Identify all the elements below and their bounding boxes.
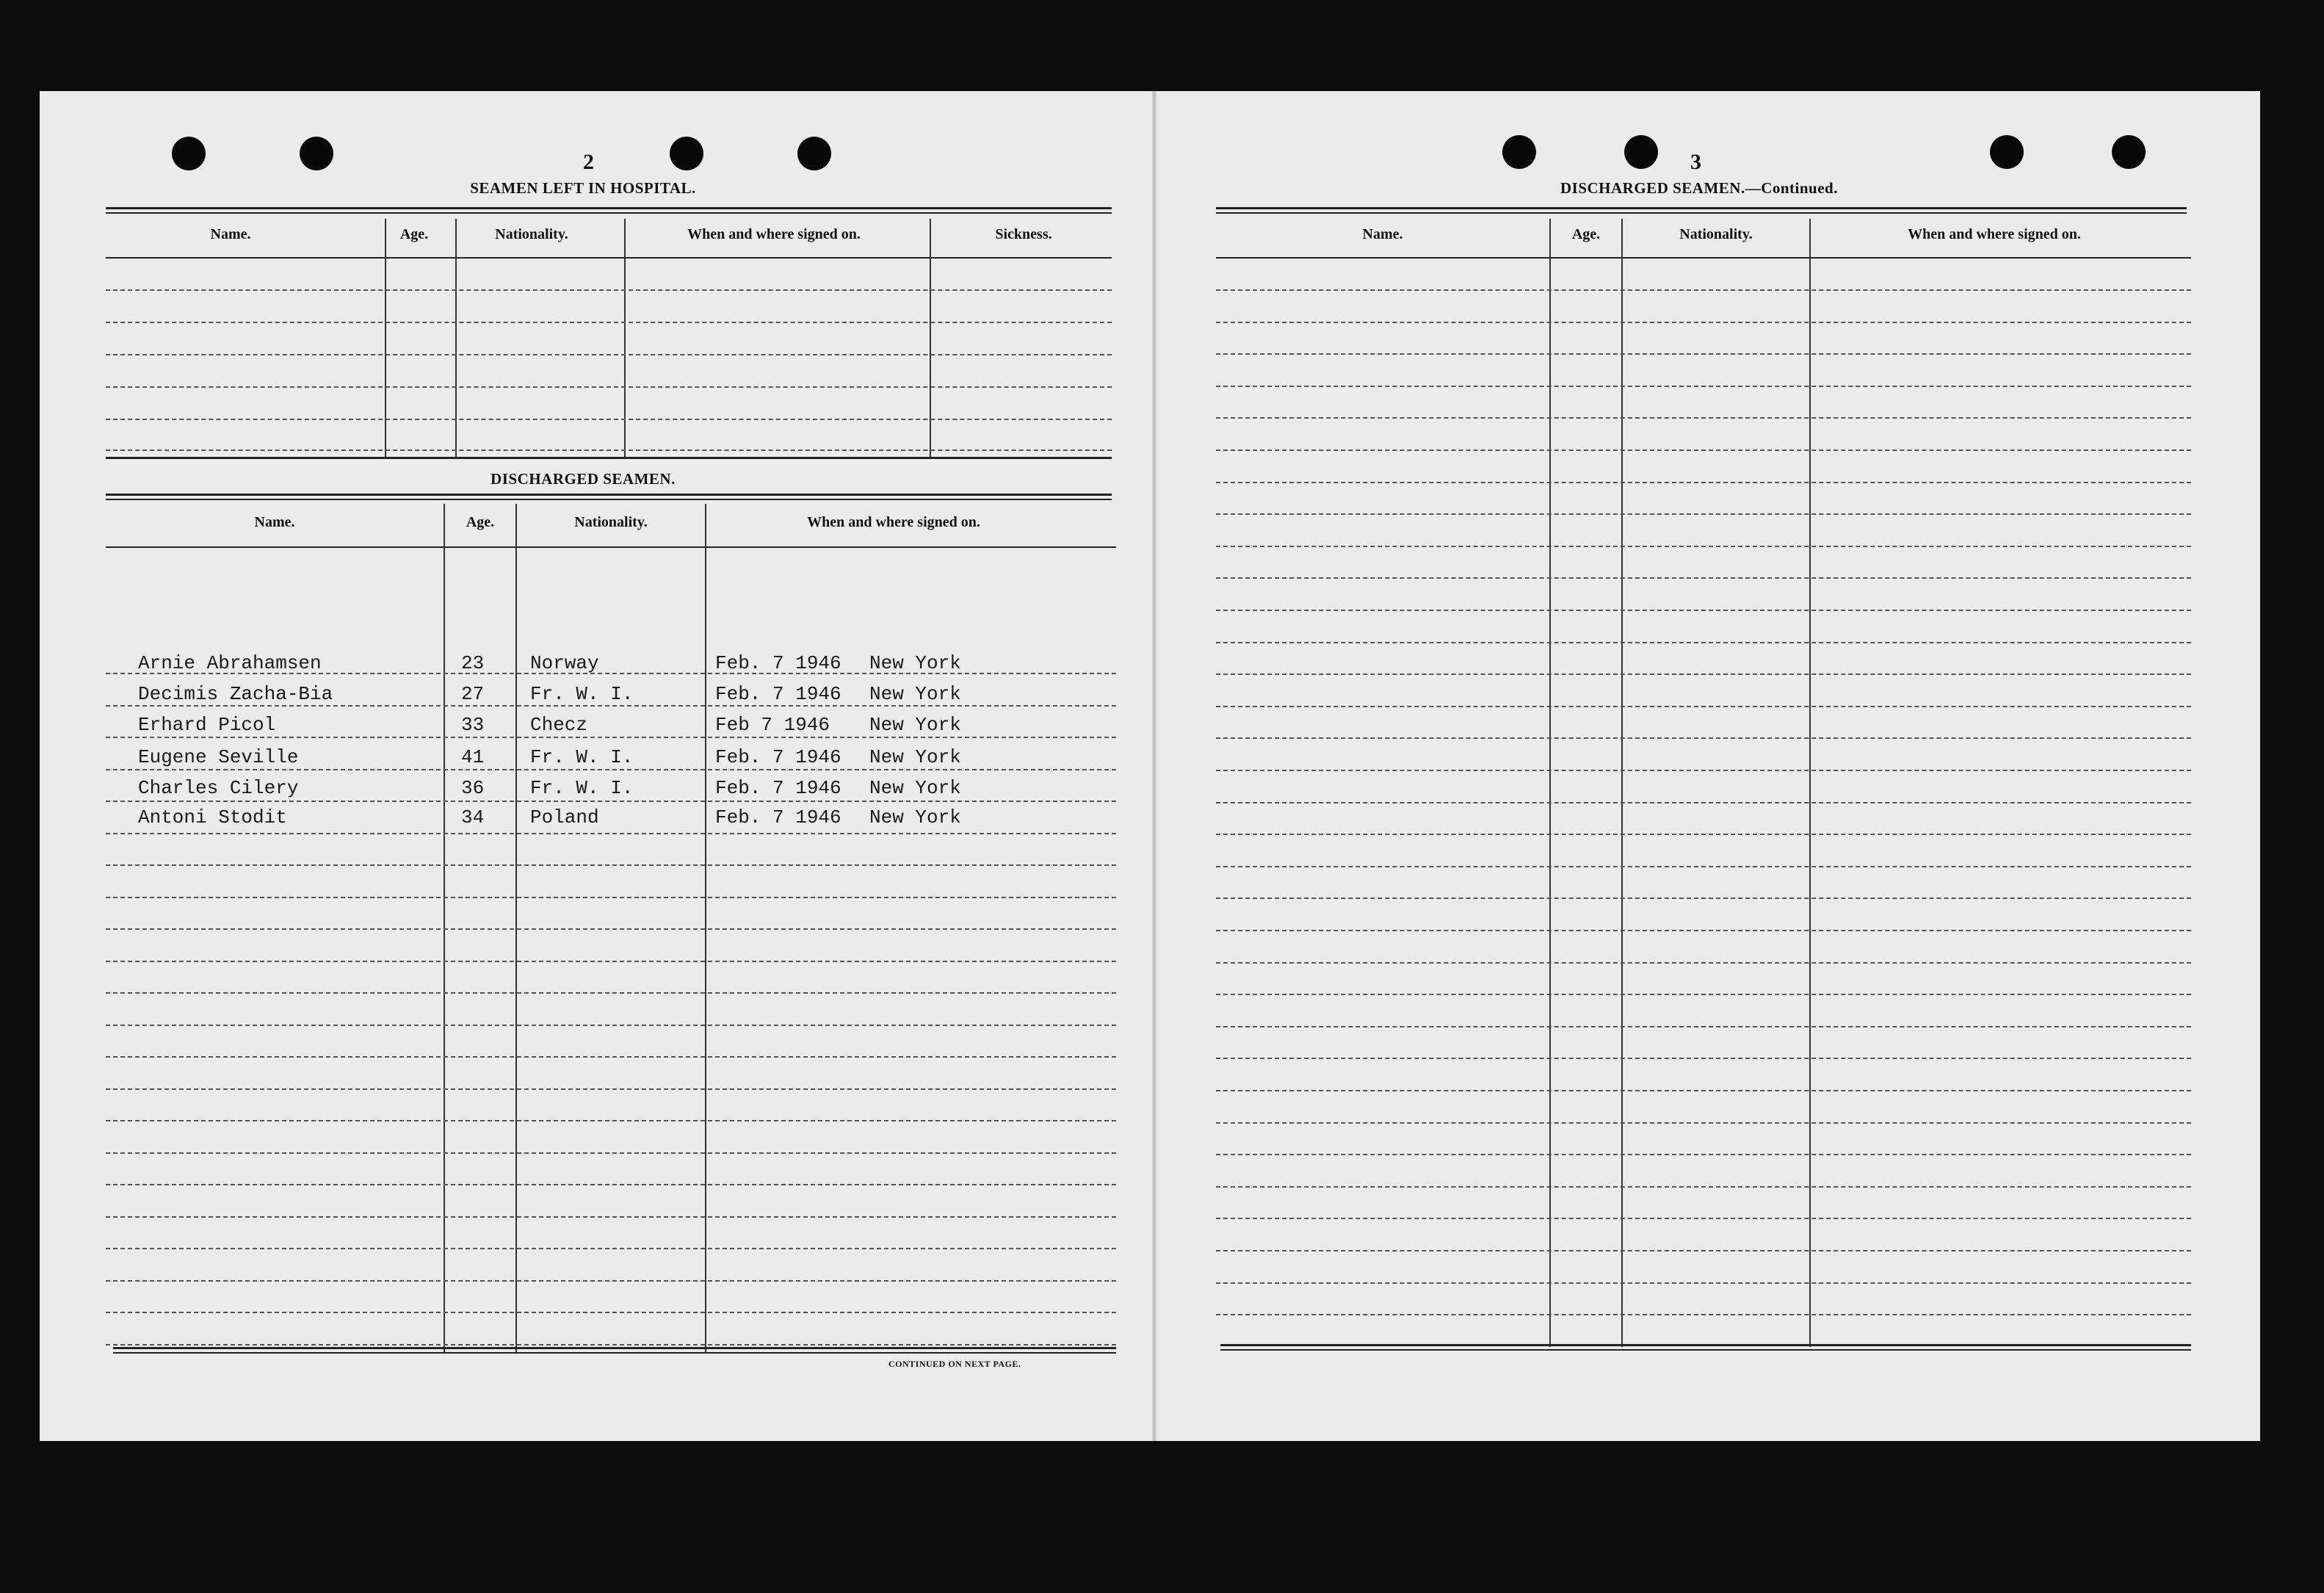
table-row (106, 1280, 1116, 1282)
entry-date: Feb. 7 1946 (715, 683, 841, 705)
table-row (106, 1248, 1116, 1249)
table-row (1216, 706, 2191, 707)
right-top-rule (1216, 207, 2187, 214)
table-row (1216, 1186, 2191, 1188)
table-row (106, 992, 1116, 994)
table-row (1216, 642, 2191, 643)
punch-hole (797, 137, 831, 170)
discharged-section-title: DISCHARGED SEAMEN. (490, 470, 676, 488)
entry-name: Eugene Seville (138, 746, 299, 768)
punch-hole (1624, 135, 1658, 169)
table-row (1216, 322, 2191, 323)
hospital-col-age: Age. (399, 226, 429, 242)
table-row (106, 449, 1112, 451)
table-row (1216, 577, 2191, 579)
column-divider (1809, 219, 1811, 1347)
table-row (1216, 546, 2191, 547)
discharged-col-signed: When and where signed on. (807, 514, 980, 530)
hospital-header-rule (106, 257, 1112, 259)
table-row (1216, 1250, 2191, 1251)
table-row (106, 419, 1112, 420)
table-row (1216, 897, 2191, 899)
hospital-col-signed: When and where signed on. (687, 226, 861, 242)
document-sheet (40, 91, 2260, 1441)
continued-section-title: DISCHARGED SEAMEN.—Continued. (1560, 179, 1838, 197)
table-row (1216, 962, 2191, 964)
entry-place: New York (869, 746, 961, 768)
table-row (106, 354, 1112, 355)
table-row (1216, 289, 2191, 291)
column-divider (930, 219, 931, 458)
table-row (1216, 1090, 2191, 1091)
table-row (106, 322, 1112, 323)
table-row (106, 961, 1116, 962)
hospital-top-rule (106, 207, 1112, 214)
table-row (1216, 994, 2191, 995)
table-row (1216, 1026, 2191, 1027)
table-row (1216, 1218, 2191, 1219)
table-row (1216, 1154, 2191, 1155)
table-row (106, 737, 1116, 738)
discharged-col-nationality: Nationality. (574, 514, 648, 530)
table-row (1216, 610, 2191, 611)
entry-name: Antoni Stodit (138, 806, 287, 828)
continued-col-name: Name. (1362, 226, 1403, 242)
table-row (1216, 1058, 2191, 1059)
hospital-col-sickness: Sickness. (995, 226, 1052, 242)
table-row (106, 833, 1116, 834)
column-divider (455, 219, 457, 458)
table-row (106, 1344, 1116, 1345)
discharged-col-age: Age. (466, 514, 495, 530)
punch-hole (670, 137, 703, 170)
column-divider (1621, 219, 1623, 1347)
table-row (1216, 417, 2191, 419)
table-row (106, 1025, 1116, 1026)
table-row (1216, 866, 2191, 867)
entry-date: Feb 7 1946 (715, 714, 830, 736)
entry-name: Arnie Abrahamsen (138, 652, 322, 674)
column-divider (624, 219, 626, 458)
table-row (1216, 930, 2191, 931)
table-row (106, 897, 1116, 898)
continued-table (1216, 219, 2191, 1347)
table-row (106, 769, 1116, 770)
table-row (1216, 1122, 2191, 1124)
table-row (106, 1056, 1116, 1058)
hospital-col-name: Name. (210, 226, 251, 242)
entry-date: Feb. 7 1946 (715, 777, 841, 799)
table-row (1216, 482, 2191, 483)
continued-header-rule (1216, 257, 2191, 259)
page-number-right: 3 (1690, 150, 1701, 174)
table-row (1216, 449, 2191, 451)
table-row (1216, 386, 2191, 387)
punch-hole (1990, 135, 2024, 169)
table-row (106, 289, 1112, 291)
punch-hole (2112, 135, 2146, 169)
hospital-table (106, 219, 1112, 458)
entry-age: 27 (461, 683, 485, 705)
column-divider (1549, 219, 1551, 1347)
continued-note: CONTINUED ON NEXT PAGE. (888, 1359, 1021, 1369)
table-row (1216, 802, 2191, 803)
discharged-col-name: Name. (254, 514, 295, 530)
column-divider (385, 219, 386, 458)
entry-place: New York (869, 806, 961, 828)
punch-hole (300, 137, 333, 170)
table-row (1216, 1282, 2191, 1284)
page-fold (1152, 91, 1156, 1441)
entry-age: 36 (461, 777, 485, 799)
continued-col-age: Age. (1571, 226, 1601, 242)
entry-nationality: Fr. W. I. (530, 777, 634, 799)
discharged-top-rule (106, 457, 1112, 459)
entry-place: New York (869, 777, 961, 799)
hospital-col-nationality: Nationality. (495, 226, 568, 242)
hospital-section-title: SEAMEN LEFT IN HOSPITAL. (470, 179, 696, 197)
page-number-left: 2 (583, 150, 594, 174)
continued-col-signed: When and where signed on. (1908, 226, 2081, 242)
table-row (106, 1088, 1116, 1090)
table-row (1216, 1314, 2191, 1315)
entry-nationality: Poland (530, 806, 599, 828)
discharged-bottom-rule (113, 1347, 1116, 1354)
table-row (1216, 353, 2191, 355)
entry-name: Charles Cilery (138, 777, 299, 799)
entry-place: New York (869, 652, 961, 674)
entry-nationality: Norway (530, 652, 599, 674)
entry-place: New York (869, 714, 961, 736)
table-row (1216, 673, 2191, 675)
table-row (106, 864, 1116, 866)
table-row (1216, 513, 2191, 515)
entry-date: Feb. 7 1946 (715, 746, 841, 768)
entry-place: New York (869, 683, 961, 705)
entry-age: 34 (461, 806, 485, 828)
entry-nationality: Fr. W. I. (530, 683, 634, 705)
entry-age: 41 (461, 746, 485, 768)
entry-date: Feb. 7 1946 (715, 652, 841, 674)
table-row (106, 1152, 1116, 1154)
table-row (1216, 737, 2191, 739)
entry-name: Decimis Zacha-Bia (138, 683, 333, 705)
entry-nationality: Fr. W. I. (530, 746, 634, 768)
discharged-table (106, 504, 1116, 1353)
entry-age: 33 (461, 714, 485, 736)
entry-age: 23 (461, 652, 485, 674)
table-row (1216, 770, 2191, 771)
table-row (106, 928, 1116, 930)
table-row (106, 1312, 1116, 1313)
entry-nationality: Checz (530, 714, 588, 736)
table-row (106, 801, 1116, 802)
discharged-title-rule (106, 494, 1112, 500)
right-bottom-rule (1220, 1344, 2191, 1351)
punch-hole (1502, 135, 1536, 169)
discharged-header-rule (106, 546, 1116, 548)
table-row (1216, 834, 2191, 835)
punch-hole (172, 137, 206, 170)
table-row (106, 386, 1112, 388)
entry-name: Erhard Picol (138, 714, 276, 736)
table-row (106, 1120, 1116, 1121)
table-row (106, 1184, 1116, 1185)
entry-date: Feb. 7 1946 (715, 806, 841, 828)
table-row (106, 1216, 1116, 1218)
continued-col-nationality: Nationality. (1679, 226, 1753, 242)
